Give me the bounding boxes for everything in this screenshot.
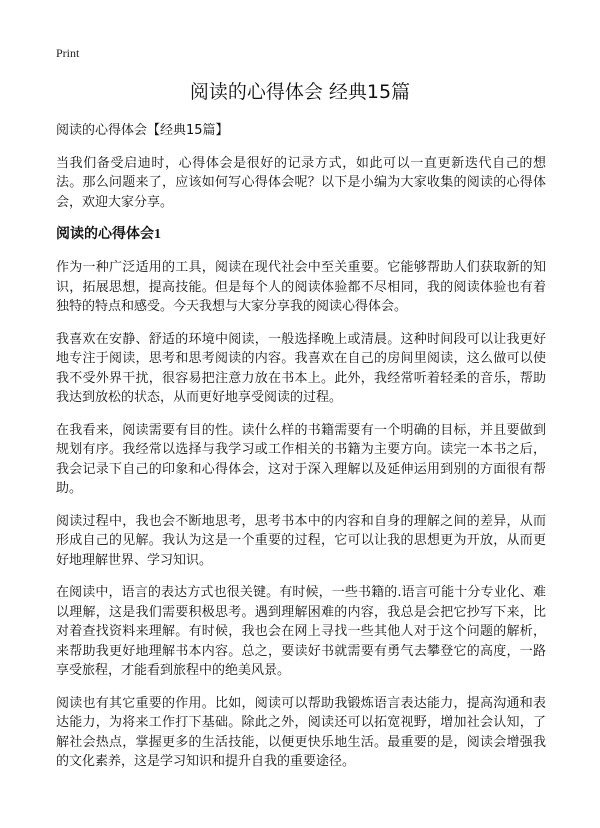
body-paragraph: 在我看来，阅读需要有目的性。读什么样的书籍需要有一个明确的目标，并且要做到规划有序。我经常以选择与我学习或工作相关的书籍为主要方向。读完一本书之后，我会记录下自己的印象和心得体会，这对于深入理解以及延伸运用到别的方面很有帮助。 xyxy=(56,422,546,496)
print-link[interactable]: Print xyxy=(56,46,80,60)
body-paragraph: 阅读过程中，我也会不断地思考，思考书本中的内容和自身的理解之间的差异，从而形成自己的见解。我认为这是一个重要的过程，它可以让我的思想更为开放，从而更好地理解世界、学习知识。 xyxy=(56,513,546,568)
body-paragraph: 在阅读中，语言的表达方式也很关键。有时候，一些书籍的.语言可能十分专业化、难以理解，这是我们需要积极思考。遇到理解困难的内容，我总是会把它抄写下来，比对着查找资料来理解。有时候，我也会在网上寻找一些其他人对于这个问题的解析，来帮助我更好地理解书本内容。总之，要读好书就需要有勇气去攀登它的高度，一路享受旅程，才能看到旅程中的绝美风景。 xyxy=(56,585,546,678)
article-subtitle: 阅读的心得体会【经典15篇】 xyxy=(56,123,229,138)
intro-paragraph: 当我们备受启迪时，心得体会是很好的记录方式，如此可以一直更新迭代自己的想法。那么问题来了，应该如何写心得体会呢？以下是小编为大家收集的阅读的心得体会，欢迎大家分享。 xyxy=(56,155,546,210)
body-paragraph: 我喜欢在安静、舒适的环境中阅读，一般选择晚上或清晨。这种时间段可以让我更好地专注于阅读，思考和思考阅读的内容。我喜欢在自己的房间里阅读，这么做可以使我不受外界干扰，很容易把注意力放在书本上。此外，我经常听着轻柔的音乐，帮助我达到放松的状态，从而更好地享受阅读的过程。 xyxy=(56,331,546,405)
article-body xyxy=(56,121,546,785)
body-paragraph: 阅读也有其它重要的作用。比如，阅读可以帮助我锻炼语言表达能力，提高沟通和表达能力，为将来工作打下基础。除此之外，阅读还可以拓宽视野，增加社会认知，了解社会热点，掌握更多的生活技能，以便更快乐地生活。最重要的是，阅读会增强我的文化素养，这是学习知识和提升自我的重要途径。 xyxy=(56,695,546,769)
section-heading: 阅读的心得体会1 xyxy=(56,227,161,242)
article-title: 阅读的心得体会 经典15篇 xyxy=(189,81,411,103)
body-paragraph: 作为一种广泛适用的工具，阅读在现代社会中至关重要。它能够帮助人们获取新的知识，拓展思想，提高技能。但是每个人的阅读体验都不尽相同，我的阅读体验也有着独特的特点和感受。今天我想与大家分享我的阅读心得体会。 xyxy=(56,260,546,314)
